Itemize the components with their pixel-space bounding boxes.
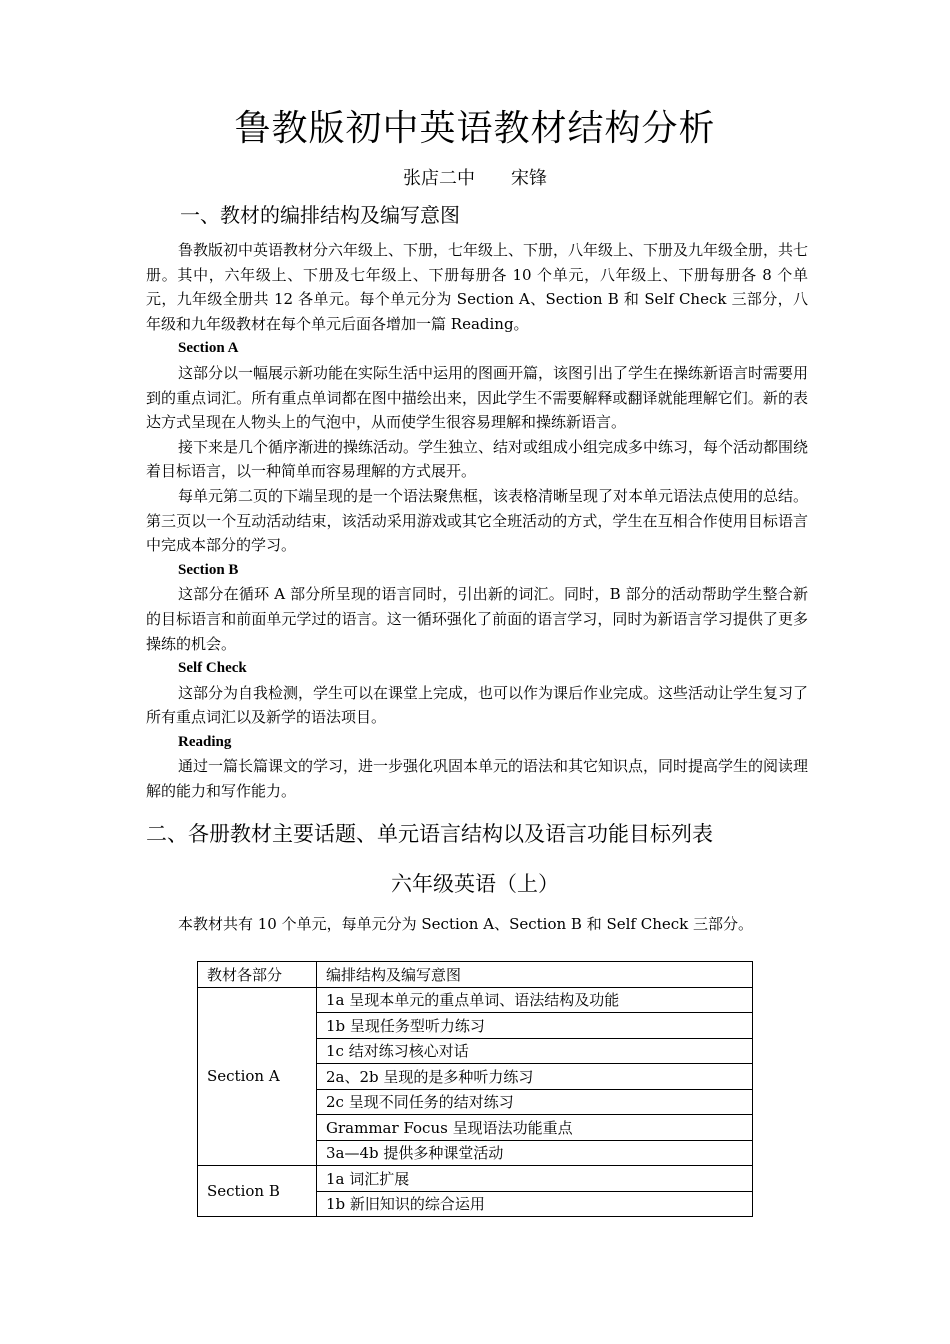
table-header-cell: 教材各部分 bbox=[198, 962, 317, 988]
sectionB-paragraph-1: 这部分在循环 A 部分所呈现的语言同时，引出新的词汇。同时，B 部分的活动帮助学生整合新的目标语言和前面单元学过的语言。这一循环强化了前面的语言学习，同时为新语言学习提供了更多操练的机会。 bbox=[146, 585, 808, 653]
table-cell: 1b 新旧知识的综合运用 bbox=[317, 1191, 753, 1217]
section1-intro: 鲁教版初中英语教材分六年级上、下册，七年级上、下册，八年级上、下册及九年级全册，共七册。其中，六年级上、下册及七年级上、下册每册各 10 个单元，八年级上、下册每册各 8 个单元，九年级全册共 12 各单元。每个单元分为 Section A、Section B 和 Self Check 三部分，八年级和九年级教材在每个单元后面各增加一篇 Reading。 bbox=[146, 241, 809, 333]
table-cell: 2c 呈现不同任务的结对练习 bbox=[317, 1089, 753, 1115]
sectionA-paragraph-2: 接下来是几个循序渐进的操练活动。学生独立、结对或组成小组完成多中练习，每个活动都围绕着目标语言，以一种简单而容易理解的方式展开。 bbox=[146, 437, 809, 481]
table-cell: 1b 呈现任务型听力练习 bbox=[317, 1013, 753, 1039]
sectionA-paragraph-1: 这部分以一幅展示新功能在实际生活中运用的图画开篇，该图引出了学生在操练新语言时需要用到的重点词汇。所有重点单词都在图中描绘出来，因此学生不需要解释或翻译就能理解它们。新的表达方式呈现在人物头上的气泡中，从而使学生很容易理解和操练新语言。 bbox=[146, 363, 809, 432]
section2-heading: 二、各册教材主要话题、单元语言结构以及语言功能目标列表 bbox=[146, 822, 713, 846]
sectionA-cell: Section A bbox=[198, 987, 317, 1166]
table-cell: Grammar Focus 呈现语法功能重点 bbox=[317, 1115, 753, 1141]
sectionB-label: Section B bbox=[178, 561, 239, 578]
sectionB-cell: Section B bbox=[198, 1166, 317, 1217]
author-line: 张店二中 宋锋 bbox=[403, 168, 547, 189]
reading-paragraph-1: 通过一篇长篇课文的学习，进一步强化巩固本单元的语法和其它知识点，同时提高学生的阅读理解的能力和写作能力。 bbox=[146, 757, 809, 801]
document-title: 鲁教版初中英语教材结构分析 bbox=[234, 108, 716, 149]
selfcheck-paragraph-1: 这部分为自我检测，学生可以在课堂上完成，也可以作为课后作业完成。这些活动让学生复习了所有重点词汇以及新学的语法项目。 bbox=[146, 683, 809, 727]
table-row bbox=[198, 987, 753, 1013]
table-header-cell: 编排结构及编写意图 bbox=[317, 962, 753, 988]
table-cell: 1c 结对练习核心对话 bbox=[317, 1038, 753, 1064]
selfcheck-label: Self Check bbox=[178, 660, 247, 677]
section1-body bbox=[146, 238, 808, 804]
structure-table bbox=[197, 961, 753, 1217]
table-cell: 1a 词汇扩展 bbox=[317, 1166, 753, 1192]
table-cell: 3a—4b 提供多种课堂活动 bbox=[317, 1140, 753, 1166]
section1-heading: 一、教材的编排结构及编写意图 bbox=[180, 203, 460, 227]
table-cell: 2a、2b 呈现的是多种听力练习 bbox=[317, 1064, 753, 1090]
section2-intro: 本教材共有 10 个单元，每单元分为 Section A、Section B 和 Self Check 三部分。 bbox=[178, 915, 754, 933]
grade-subheading: 六年级英语（上） bbox=[391, 872, 559, 896]
sectionA-label: Section A bbox=[178, 340, 239, 357]
sectionA-paragraph-3: 每单元第二页的下端呈现的是一个语法聚焦框，该表格清晰呈现了对本单元语法点使用的总结。第三页以一个互动活动结束，该活动采用游戏或其它全班活动的方式，学生在互相合作使用目标语言中完成本部分的学习。 bbox=[146, 486, 809, 555]
table-header-row bbox=[198, 962, 753, 988]
table-cell: 1a 呈现本单元的重点单词、语法结构及功能 bbox=[317, 987, 753, 1013]
reading-label: Reading bbox=[178, 733, 232, 750]
table-row bbox=[198, 1166, 753, 1192]
